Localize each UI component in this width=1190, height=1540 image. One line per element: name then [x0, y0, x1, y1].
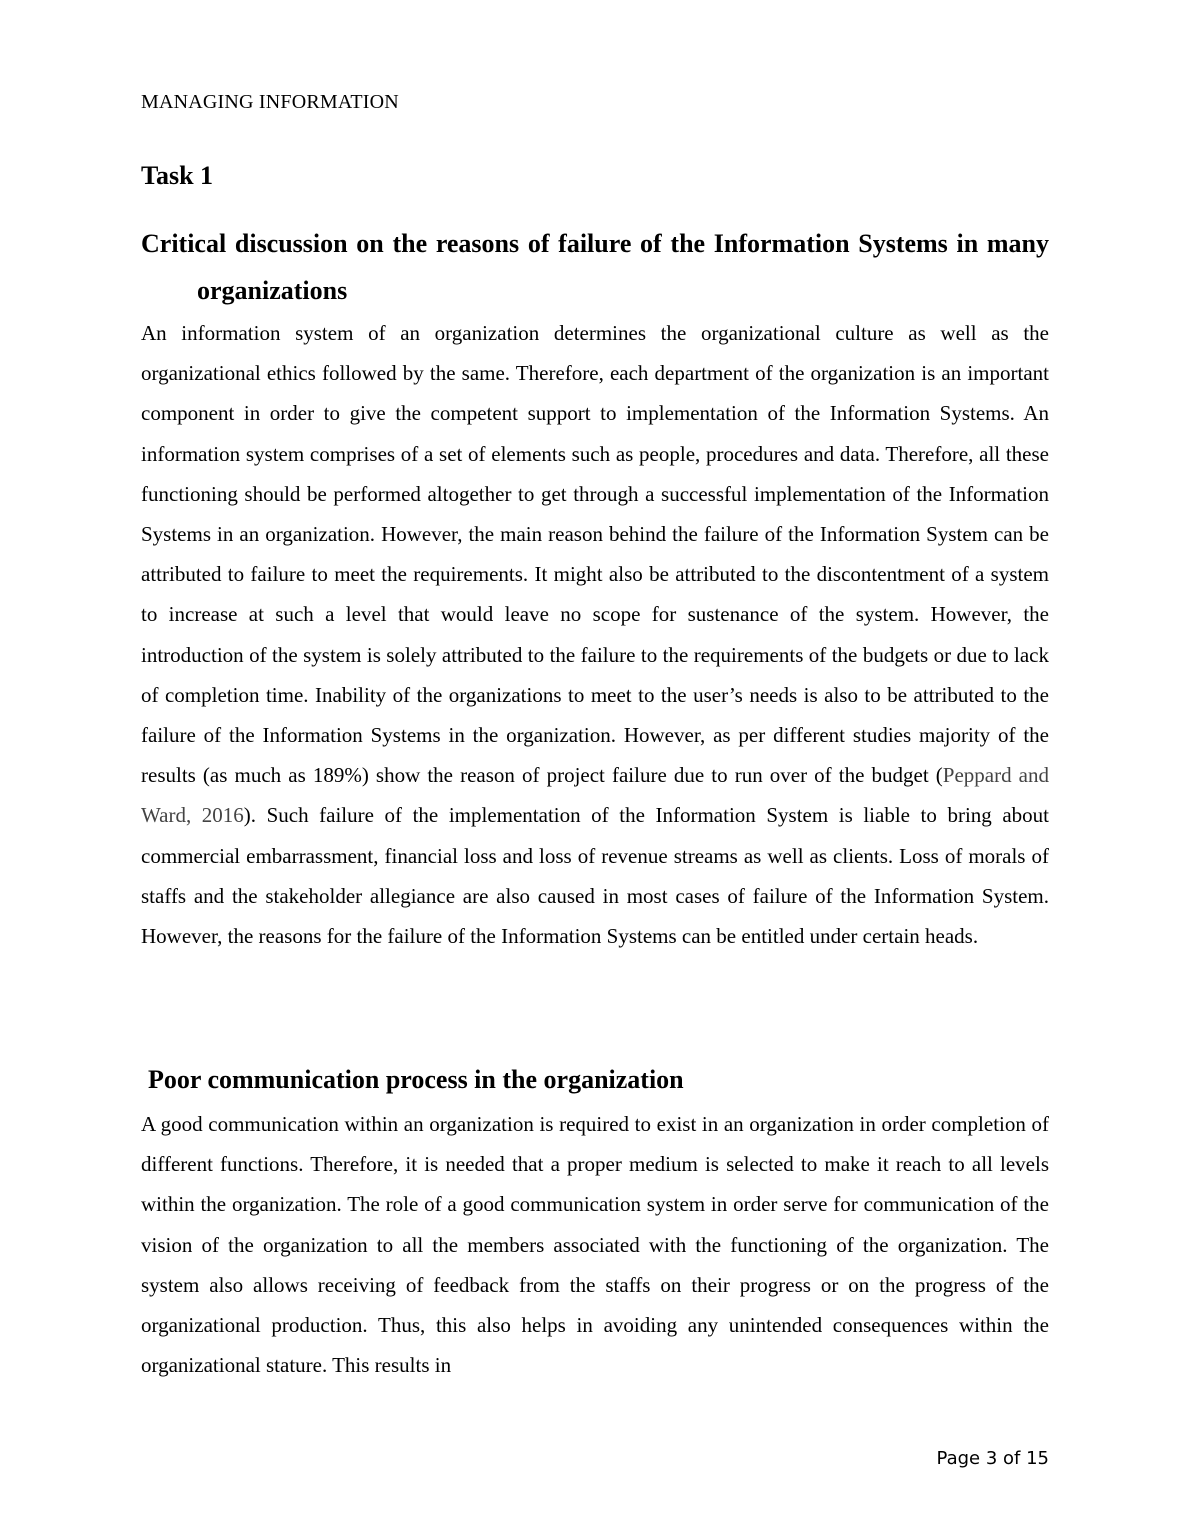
paragraph-poor-communication: A good communication within an organization is required to exist in an organization in order completion of different functions. Therefore, it is needed that a proper medium is selected to make it reach to all levels within the organization. The role of a good communication system in order serve for communication of the vision of the organization to all the members associated with the functioning of the organization. The system also allows receiving of feedback from the staffs on their progress or on the progress of the organizational production. Thus, this also helps in avoiding any unintended consequences within the organizational stature. This results in — [141, 1112, 1049, 1378]
section-heading-failure-reasons: Critical discussion on the reasons of failure of the Information Systems in many organizations — [141, 229, 1049, 305]
subheading-poor-communication: Poor communication process in the organization — [148, 1065, 684, 1094]
running-header: MANAGING INFORMATION — [141, 91, 399, 113]
paragraph-text-after-citation: ). Such failure of the implementation of the Information System is liable to bring about commercial embarrassment, financial loss and loss of revenue streams as well as clients. Loss of morals of staffs and the stakeholder allegiance are also caused in most cases of failure of the Information System. However, the reasons for the failure of the Information Systems can be entitled under certain heads. — [141, 803, 1049, 949]
paragraph-failure-reasons — [141, 313, 1049, 956]
page-number: Page 3 of 15 — [936, 1448, 1049, 1469]
task-title: Task 1 — [141, 161, 214, 190]
paragraph-text-before-citation: An information system of an organization determines the organizational culture as well as the organizational ethics followed by the same. Therefore, each department of the organization is an important component in order to give the competent support to implementation of the Information Systems. An information system comprises of a set of elements such as people, procedures and data. Therefore, all these functioning should be performed altogether to get through a successful implementation of the Information Systems in an organization. However, the main reason behind the failure of the Information System can be attributed to failure to meet the requirements. It might also be attributed to the discontentment of a system to increase at such a level that would leave no scope for sustenance of the system. However, the introduction of the system is solely attributed to the failure to the requirements of the budgets or due to lack of completion time. Inability of the organizations to meet to the user’s needs is also to be attributed to the failure of the Information Systems in the organization. However, as per different studies majority of the results (as much as 189%) show the reason of project failure due to run over of the budget ( — [141, 321, 1049, 788]
citation-reference: Peppard and Ward, 2016 — [141, 763, 1049, 828]
